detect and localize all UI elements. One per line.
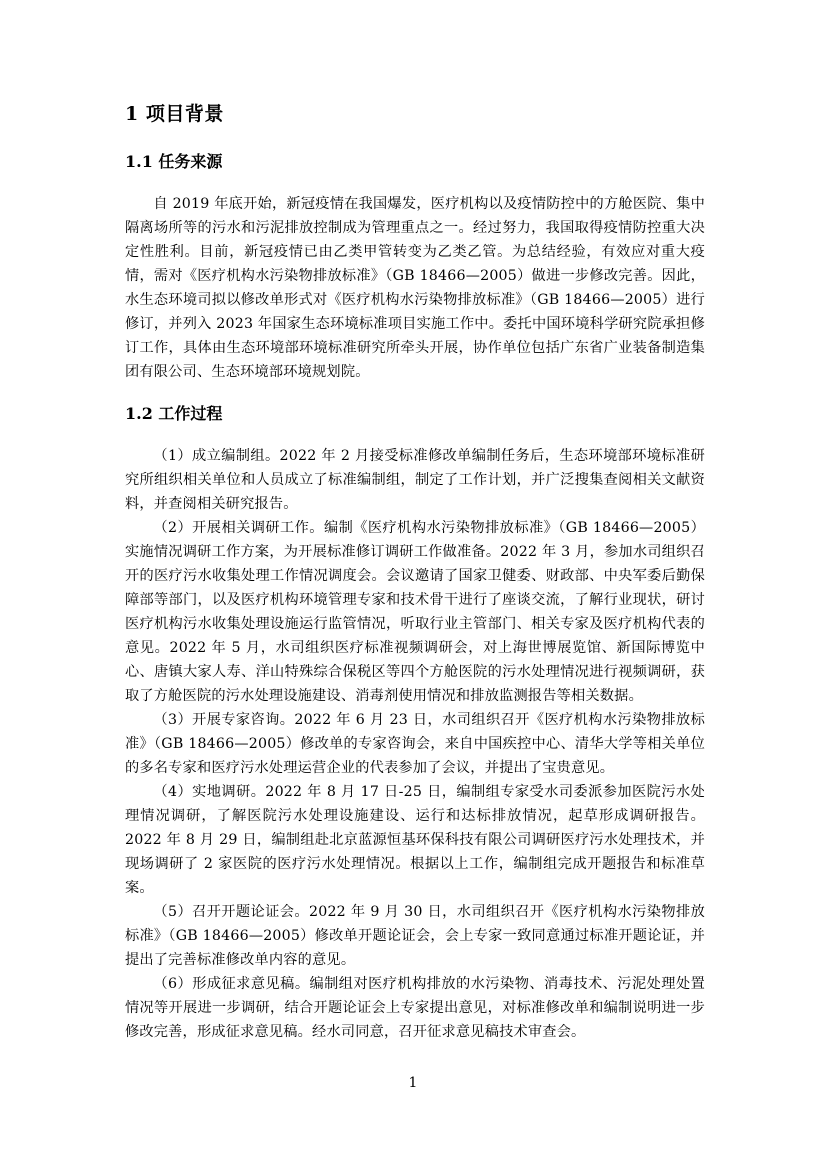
section-heading-task-source: 1.1 任务来源 (125, 152, 223, 171)
work-process-paragraph-6: （6）形成征求意见稿。编制组对医疗机构排放的水污染物、消毒技术、污泥处理处置情况等开展进一步调研，结合开题论证会上专家提出意见，对标准修改单和编制说明进一步修改完善，形成征求意见稿。经水司同意，召开征求意见稿技术审查会。 (125, 976, 705, 1040)
page-number: 1 (408, 1075, 418, 1091)
chapter-heading: 1 项目背景 (125, 103, 224, 125)
work-process-paragraph-1: （1）成立编制组。2022 年 2 月接受标准修改单编制任务后，生态环境部环境标准研究所组织相关单位和人员成立了标准编制组，制定了工作计划，并广泛搜集查阅相关文献资料，并查阅相关研究报告。 (125, 448, 705, 512)
section-spacer (125, 384, 705, 402)
section-heading-work-process: 1.2 工作过程 (125, 404, 223, 423)
work-process-paragraph-2: （2）开展相关调研工作。编制《医疗机构水污染物排放标准》（GB 18466—2005）实施情况调研工作方案，为开展标准修订调研工作做准备。2022 年 3 月，参加水司组织召开的医疗污水收集处理工作情况调度会。会议邀请了国家卫健委、财政部、中央军委后勤保障部等部门，以及医疗机构环境管理专家和技术骨干进行了座谈交流，了解行业现状，研讨医疗机构污水收集处理设施运行监管情况，听取行业主管部门、相关专家及医疗机构代表的意见。2022 年 5 月，水司组织医疗标准视频调研会，对上海世博展览馆、新国际博览中心、唐镇大家人寿、洋山特殊综合保税区等四个方舱医院的污水处理情况进行视频调研，获取了方舱医院的污水处理设施建设、消毒剂使用情况和排放监测报告等相关数据。 (125, 520, 705, 704)
work-process-paragraph-3: （3）开展专家咨询。2022 年 6 月 23 日，水司组织召开《医疗机构水污染物排放标准》（GB 18466—2005）修改单的专家咨询会，来自中国疾控中心、清华大学等相关单位的多名专家和医疗污水处理运营企业的代表参加了会议，并提出了宝贵意见。 (125, 712, 705, 776)
task-source-paragraph: 自 2019 年底开始，新冠疫情在我国爆发，医疗机构以及疫情防控中的方舱医院、集中隔离场所等的污水和污泥排放控制成为管理重点之一。经过努力，我国取得疫情防控重大决定性胜利。目前，新冠疫情已由乙类甲管转变为乙类乙管。为总结经验，有效应对重大疫情，需对《医疗机构水污染物排放标准》（GB 18466—2005）做进一步修改完善。因此，水生态环境司拟以修改单形式对《医疗机构水污染物排放标准》（GB 18466—2005）进行修订，并列入 2023 年国家生态环境标准项目实施工作中。委托中国环境科学研究院承担修订工作，具体由生态环境部环境标准研究所牵头开展，协作单位包括广东省广业装备制造集团有限公司、生态环境部环境规划院。 (125, 196, 705, 380)
page-content (125, 100, 705, 1044)
work-process-paragraph-5: （5）召开开题论证会。2022 年 9 月 30 日，水司组织召开《医疗机构水污染物排放标准》（GB 18466—2005）修改单开题论证会，会上专家一致同意通过标准开题论证，并提出了完善标准修改单内容的意见。 (125, 904, 705, 968)
work-process-paragraph-4: （4）实地调研。2022 年 8 月 17 日-25 日，编制组专家受水司委派参加医院污水处理情况调研，了解医院污水处理设施建设、运行和达标排放情况，起草形成调研报告。2022 年 8 月 29 日，编制组赴北京蓝源恒基环保科技有限公司调研医疗污水处理技术，并现场调研了 2 家医院的医疗污水处理情况。根据以上工作，编制组完成开题报告和标准草案。 (125, 784, 705, 896)
